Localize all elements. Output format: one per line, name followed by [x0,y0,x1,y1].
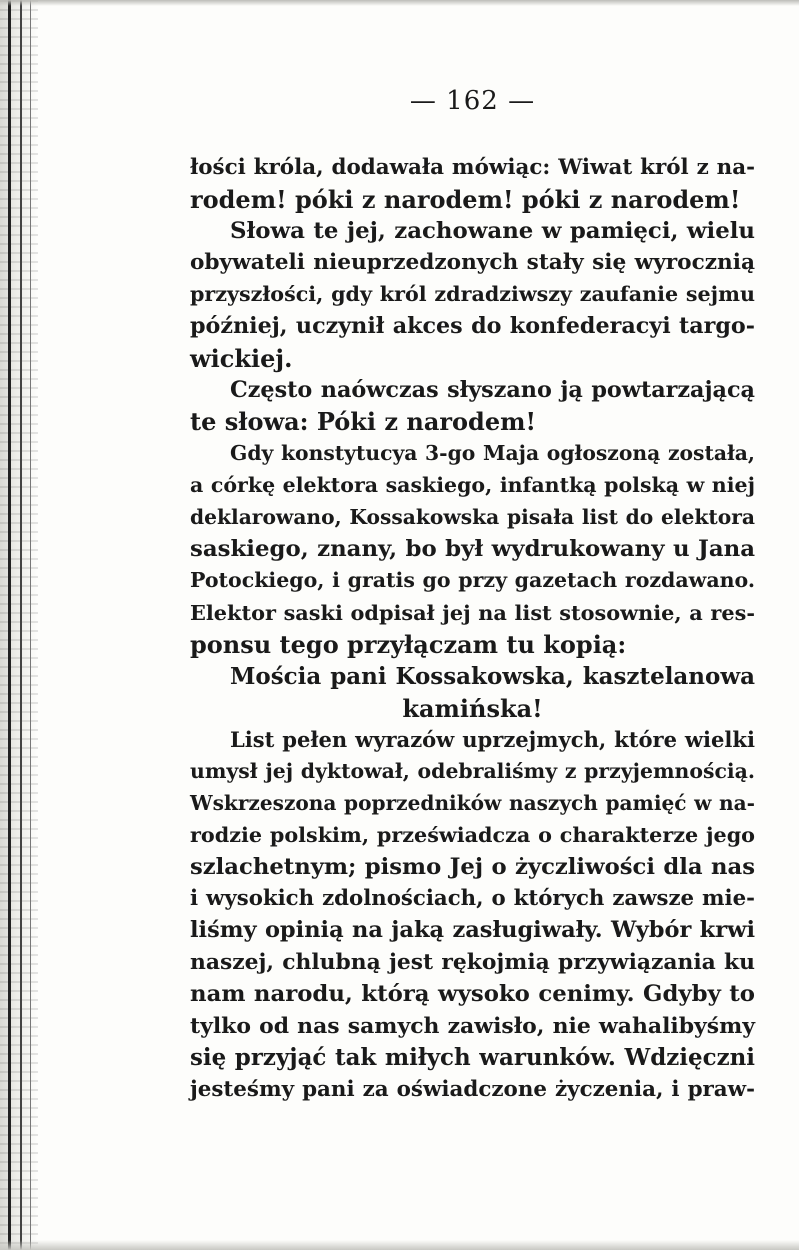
text-line: Gdy konstytucya 3-go Maja ogłoszoną została, [230,441,755,466]
text-line: łości króla, dodawała mówiąc: Wiwat król z na- [190,155,755,180]
binding-line [8,0,11,1250]
page-top-edge [0,0,799,6]
text-line: i wysokich zdolnościach, o których zawsze mie- [190,886,755,912]
text-line: tylko od nas samych zawisło, nie wahalibyśmy [190,1012,755,1039]
text-line: później, uczynił akces do konfederacyi targo- [190,312,755,339]
text-line: szlachetnym; pismo Jej o życzliwości dla nas [190,853,755,880]
text-line: kamińska! [402,693,543,723]
text-line: Mościa pani Kossakowska, kasztelanowa [230,662,755,690]
text-line: te słowa: Póki z narodem! [190,407,537,437]
text-line: liśmy opinią na jaką zasługiwały. Wybór krwi [190,917,755,944]
text-line: wickiej. [190,343,293,373]
binding-edge [0,0,38,1250]
text-line: rodzie polskim, przeświadcza o charakterze jego [190,822,755,847]
text-line: przyszłości, gdy król zdradziwszy zaufanie sejmu [190,282,755,307]
text-line: deklarowano, Kossakowska pisała list do elektora [190,504,755,529]
text-line: obywateli nieuprzedzonych stały się wyrocznią [190,250,755,276]
text-line: List pełen wyrazów uprzejmych, które wielki [230,727,755,753]
text-line: jesteśmy pani za oświadczone życzenia, i praw- [190,1077,755,1103]
body-text [190,152,755,1106]
text-line: Często naówczas słyszano ją powtarzającą [230,376,755,403]
text-line: naszej, chlubną jest rękojmią przywiązania ku [190,949,755,975]
text-line: Wskrzeszona poprzedników naszych pamięć w na- [190,790,755,815]
text-line: Elektor saski odpisał jej na list stosownie, a res- [190,600,755,626]
page-number: — 162 — [409,86,536,116]
text-line: a córkę elektora saskiego, infantką polską w niej [190,472,755,497]
text-line: się przyjąć tak miłych warunków. Wdzięczni [190,1044,755,1072]
text-line: ponsu tego przyłączam tu kopią: [190,629,627,659]
binding-line [20,0,22,1250]
text-line: umysł jej dyktował, odebraliśmy z przyjemnością. [190,759,755,784]
page-bottom-edge [0,1240,799,1250]
text-line: Potockiego, i gratis go przy gazetach rozdawano. [190,568,755,593]
text-line: nam narodu, którą wysoko cenimy. Gdyby to [190,980,755,1007]
text-line: rodem! póki z narodem! póki z narodem! [190,184,741,214]
binding-line [30,0,31,1250]
text-line: Słowa te jej, zachowane w pamięci, wielu [230,217,755,244]
text-line: saskiego, znany, bo był wydrukowany u Jana [190,535,755,562]
